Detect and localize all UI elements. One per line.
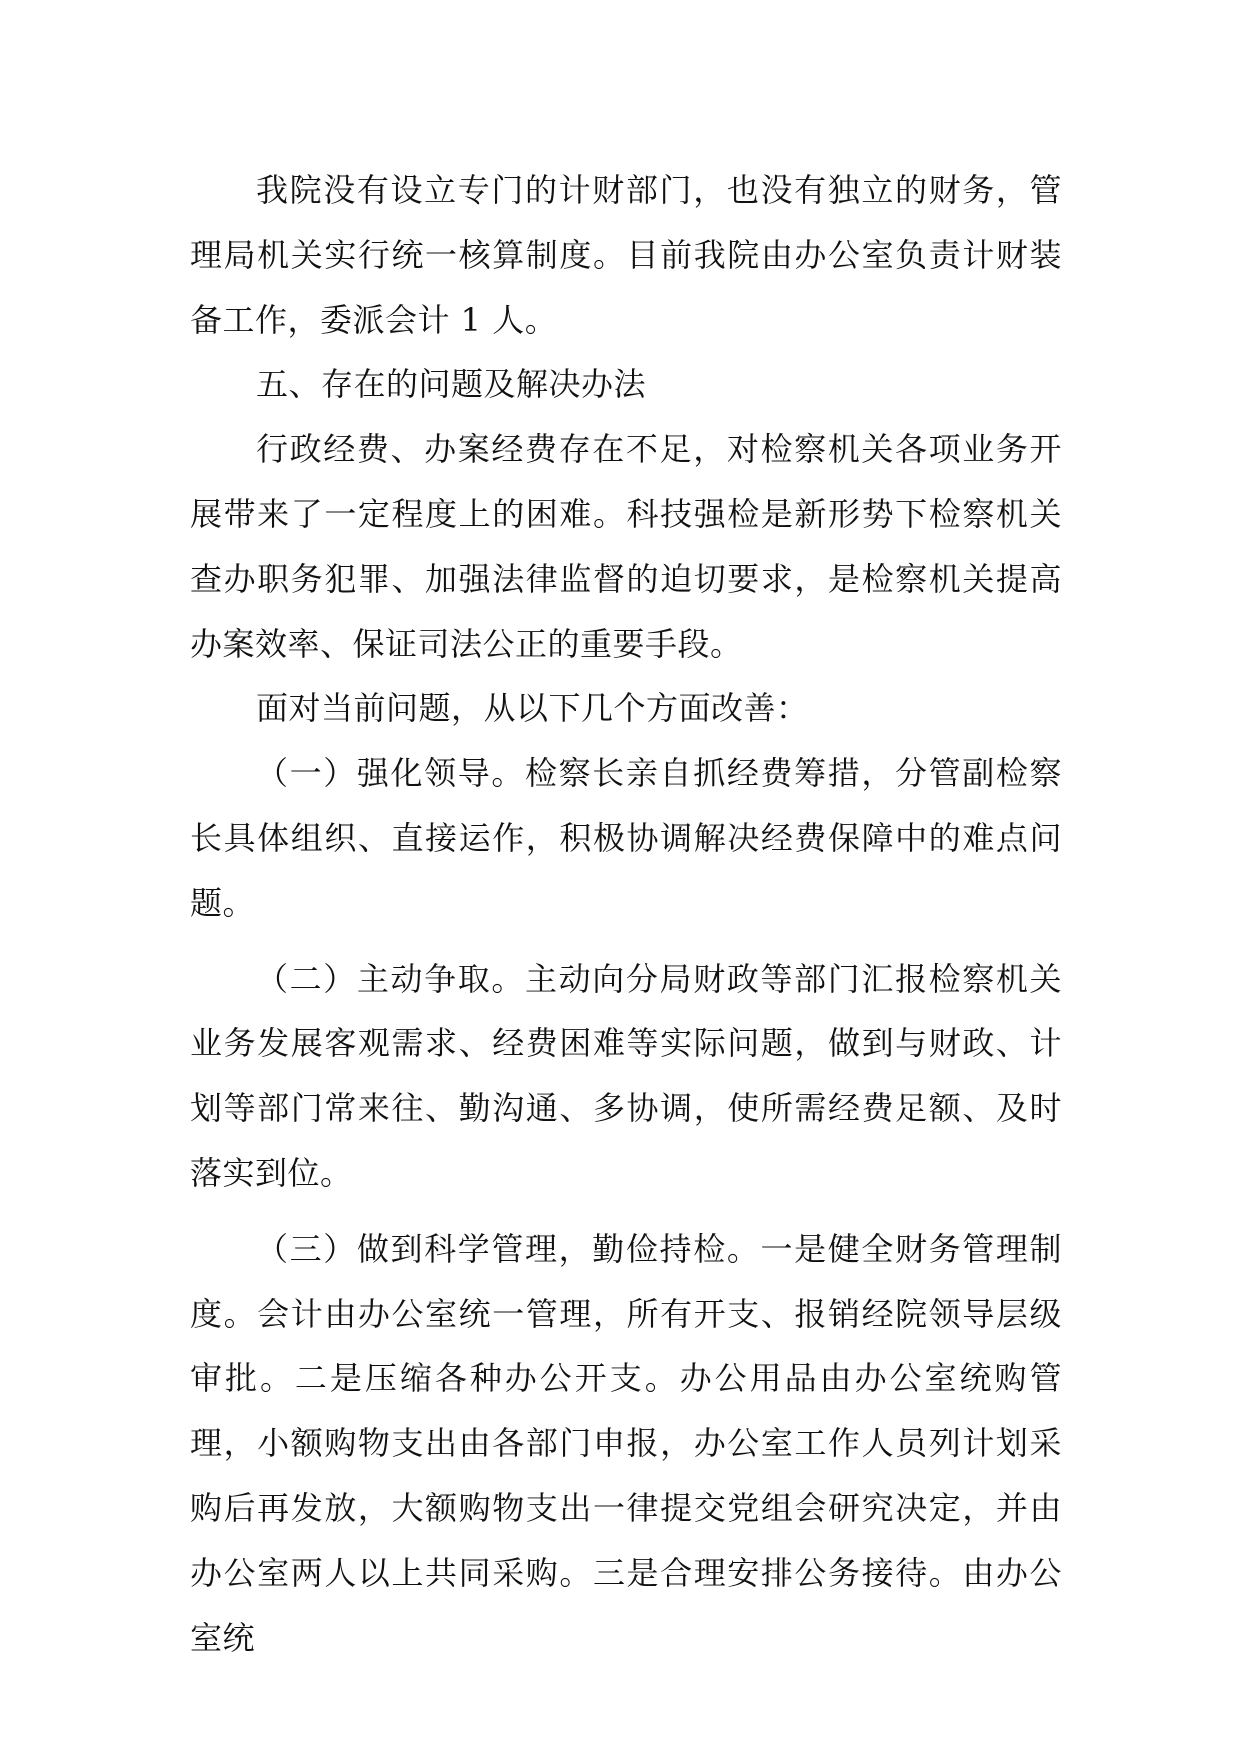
- section-heading-problems: 五、存在的问题及解决办法: [256, 365, 647, 404]
- paragraph-item-2: （二）主动争取。主动向分局财政等部门汇报检察机关业务发展客观需求、经费困难等实际问题，做到与财政、计划等部门常来往、勤沟通、多协调，使所需经费足额、及时落实到位。: [190, 959, 1062, 1192]
- paragraph-item-3: （三）做到科学管理，勤俭持检。一是健全财务管理制度。会计由办公室统一管理，所有开支、报销经院领导层级审批。二是压缩各种办公开支。办公用品由办公室统购管理，小额购物支出由各部门申报，办公室工作人员列计划采购后再发放，大额购物支出一律提交党组会研究决定，并由办公室两人以上共同采购。三是合理安排公务接待。由办公室统: [190, 1229, 1062, 1657]
- paragraph-improvement-intro: 面对当前问题，从以下几个方面改善：: [256, 689, 809, 728]
- paragraph-funding-shortage: 行政经费、办案经费存在不足，对检察机关各项业务开展带来了一定程度上的困难。科技强检是新形势下检察机关查办职务犯罪、加强法律监督的迫切要求，是检察机关提高办案效率、保证司法公正的重要手段。: [190, 430, 1062, 663]
- paragraph-finance-dept: 我院没有设立专门的计财部门，也没有独立的财务，管理局机关实行统一核算制度。目前我院由办公室负责计财装备工作，委派会计 1 人。: [190, 171, 1062, 339]
- paragraph-item-1: （一）强化领导。检察长亲自抓经费筹措，分管副检察长具体组织、直接运作，积极协调解决经费保障中的难点问题。: [190, 754, 1062, 922]
- document-body: [190, 158, 1062, 1670]
